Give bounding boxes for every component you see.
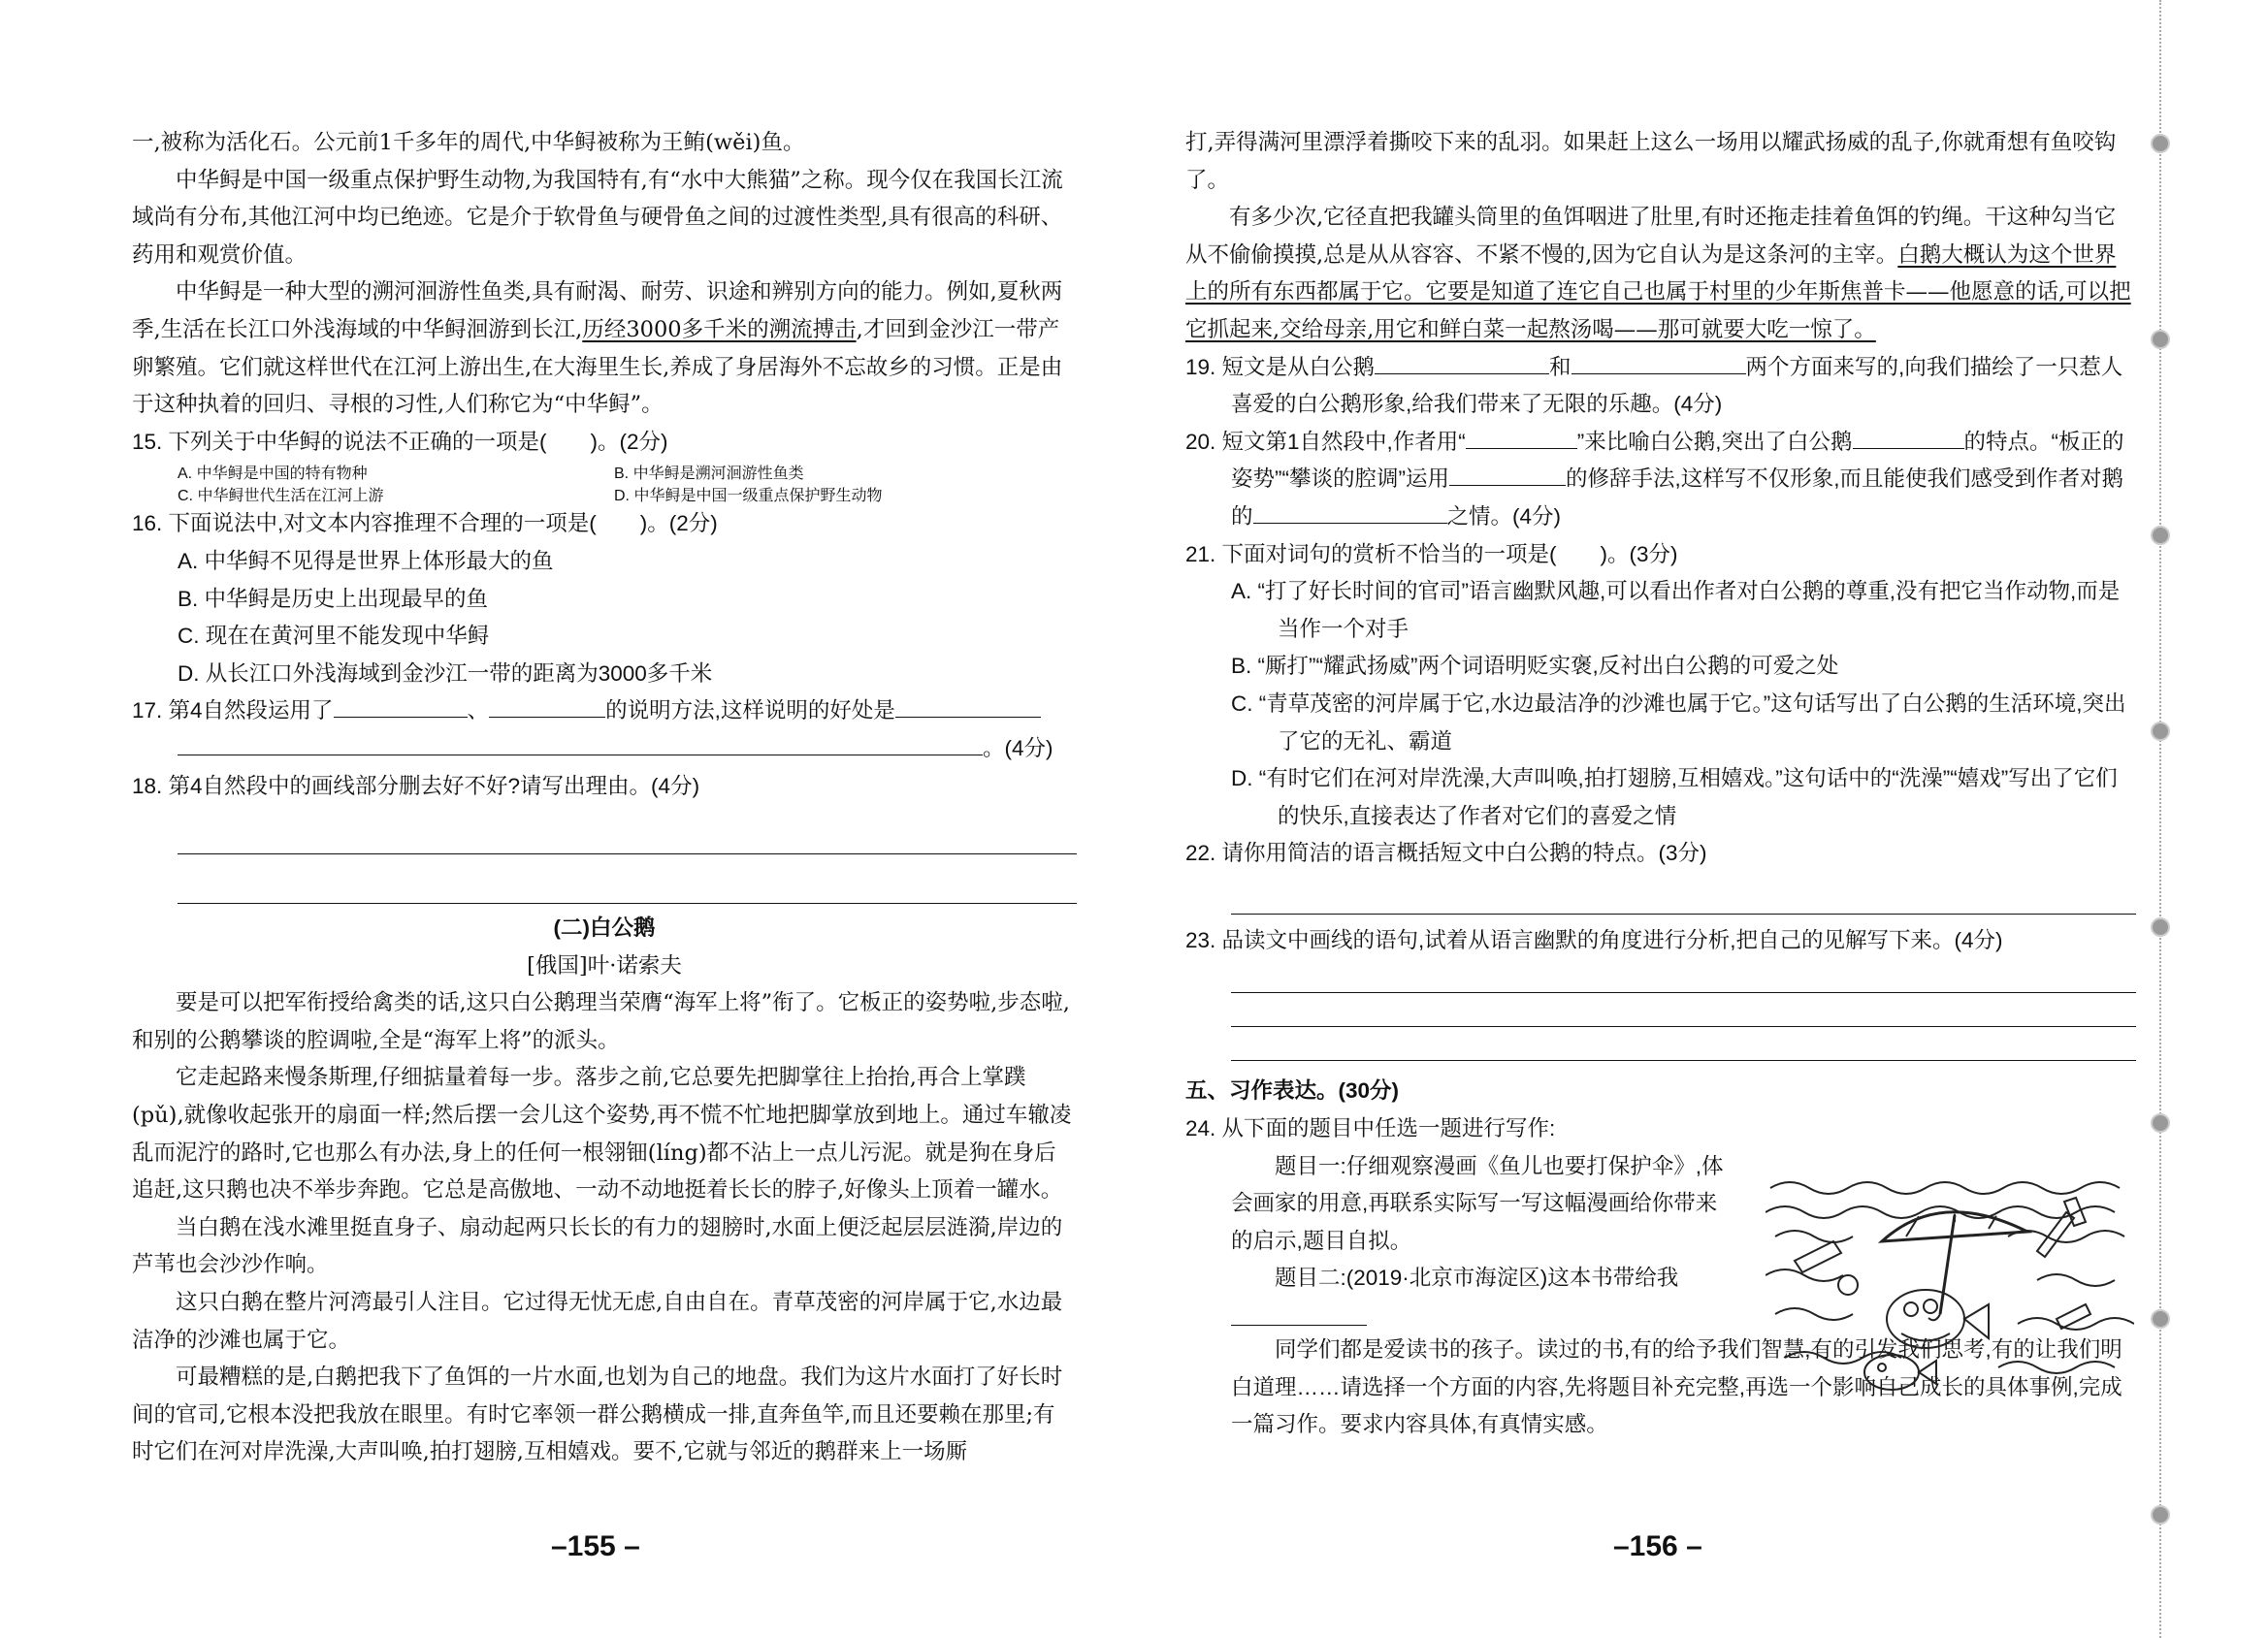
binding-edge <box>2159 0 2163 1638</box>
paragraph: 当白鹅在浅水滩里挺直身子、扇动起两只长长的有力的翅膀时,水面上便泛起层层涟漪,岸边的芦苇也会沙沙作响。 <box>132 1214 1063 1278</box>
text: 有多少次,它径直把我罐头筒里的鱼饵咽进了肚里,有时还拖走挂着鱼饵的钓绳。干这种勾当它从不偷偷摸摸,总是从从容容、不紧不慢的,因为它自认为是这条河的主宰。 <box>1185 205 2117 268</box>
section-heading: 五、习作表达。(30分) <box>1185 1078 1400 1104</box>
binding-hole <box>2151 1113 2170 1133</box>
text: 中华鲟是一种大型的溯河洄游性鱼类,具有耐渴、耐劳、识途和辨别方向的能力。例如,夏秋两季,生活在长江口外浅海域的中华鲟洄游到长江, <box>132 279 1063 342</box>
text: ,才回到金沙江一带产卵繁殖。它们就这样世代在江河上游出生,在大海里生长,养成了身居海外不忘故乡的习惯。正是由于这种执着的回归、寻根的习性,人们称它为“中华鲟”。 <box>132 316 1063 418</box>
paragraph: 中华鲟是中国一级重点保护野生动物,为我国特有,有“水中大熊猫”之称。现今仅在我国长江流域尚有分布,其他江河中均已绝迹。它是介于软骨鱼与硬骨鱼之间的过渡性类型,具有很高的科研、药用和观赏价值。 <box>132 167 1063 268</box>
paragraph: 要是可以把军衔授给禽类的话,这只白公鹅理当荣膺“海军上将”衔了。它板正的姿势啦,步态啦,和别的公鹅攀谈的腔调啦,全是“海军上将”的派头。 <box>132 990 1070 1053</box>
text: 的说明方法,这样说明的好处是 <box>605 698 895 723</box>
option-b: B. “厮打”“耀武扬威”两个词语明贬实褒,反衬出白公鹅的可爱之处 <box>1231 654 1839 679</box>
answer-line[interactable] <box>178 805 1077 854</box>
text: 同学们都是爱读书的孩子。读过的书,有的给予我们智慧,有的引发我们思考,有的让我们明白道理……请选择一个方面的内容,先将题目补充完整,再选一个影响自己成长的具体事例,完成一篇习作。要求内容具体,有真情实感。 <box>1231 1337 2122 1437</box>
answer-blank[interactable] <box>1253 498 1447 524</box>
question-21: 21. 下面对词句的赏析不恰当的一项是( )。(3分) <box>1185 541 1678 566</box>
binding-hole <box>2151 1505 2170 1525</box>
question-23: 23. 品读文中画线的语句,试着从语言幽默的角度进行分析,把自己的见解写下来。(4分) <box>1185 927 2003 952</box>
paragraph: 可最糟糕的是,白鹅把我下了鱼饵的一片水面,也划为自己的地盘。我们为这片水面打了好长时间的官司,它根本没把我放在眼里。有时它率领一群公鹅横成一排,直奔鱼竿,而且还要赖在那里;有时它们在河对岸洗澡,大声叫唤,拍打翅膀,互相嬉戏。要不,它就与邻近的鹅群来上一场厮 <box>132 1365 1063 1465</box>
option-c: C. “青草茂密的河岸属于它,水边最洁净的沙滩也属于它。”这句话写出了白公鹅的生活环境,突出了它的无礼、霸道 <box>1231 691 2126 754</box>
paragraph: 这只白鹅在整片河湾最引人注目。它过得无忧无虑,自由自在。青草茂密的河岸属于它,水边最洁净的沙滩也属于它。 <box>132 1290 1063 1353</box>
binding-hole <box>2151 1309 2170 1329</box>
binding-hole <box>2151 330 2170 349</box>
title-blank[interactable] <box>1231 1298 1367 1326</box>
cartoon-illustration <box>1766 1169 2134 1401</box>
answer-blank[interactable] <box>1571 349 1746 374</box>
option-a: A. “打了好长时间的官司”语言幽默风趣,可以看出作者对白公鹅的尊重,没有把它当作动物,而是当作一个对手 <box>1231 579 2121 641</box>
question-22: 22. 请你用简洁的语言概括短文中白公鹅的特点。(3分) <box>1185 841 1707 866</box>
binding-hole <box>2151 526 2170 545</box>
option-b: B. 中华鲟是溯河洄游性鱼类 <box>614 466 804 483</box>
binding-hole <box>2151 917 2170 937</box>
page-number: –156 – <box>1613 1530 1702 1562</box>
page-number: –155 – <box>551 1530 640 1562</box>
question-19 <box>1185 349 2136 424</box>
answer-line[interactable] <box>178 854 1077 904</box>
option-c: C. 现在在黄河里不能发现中华鲟 <box>178 624 490 649</box>
text: 、 <box>467 698 490 723</box>
writing-prompts <box>1231 1148 1726 1326</box>
option-c: C. 中华鲟世代生活在江河上游 <box>178 488 384 505</box>
answer-blank[interactable] <box>1375 349 1549 374</box>
answer-blank[interactable] <box>489 692 605 718</box>
options-row <box>132 483 1077 505</box>
answer-line[interactable] <box>1231 993 2136 1027</box>
answer-blank[interactable] <box>1449 461 1566 486</box>
text: 和 <box>1549 354 1571 379</box>
left-page <box>132 124 1077 1471</box>
paragraph <box>132 273 1077 423</box>
option-d: D. 从长江口外浅海域到金沙江一带的距离为3000多千米 <box>178 660 713 686</box>
paragraph: 一,被称为活化石。公元前1千多年的周代,中华鲟被称为王鲔(wěi)鱼。 <box>132 130 805 155</box>
paragraph: 它走起路来慢条斯理,仔细掂量着每一步。落步之前,它总要先把脚掌往上抬抬,再合上掌蹼(pǔ),就像收起张开的扇面一样;然后摆一会儿这个姿势,再不慌不忙地把脚掌放到地上。通过车辙凌乱而泥泞的路时,它也那么有办法,身上的任何一根翎钿(líng)都不沾上一点儿污泥。就是狗在身后追赶,这只鹅也决不举步奔跑。它总是高傲地、一动不动地挺着长长的脖子,好像头上顶着一罐水。 <box>132 1065 1072 1204</box>
question-17-continued <box>132 730 1077 768</box>
question-20 <box>1185 424 2136 536</box>
answer-blank[interactable] <box>1853 424 1964 449</box>
text: 17. 第4自然段运用了 <box>132 698 334 723</box>
article-author: [俄国]叶·诺索夫 <box>527 952 682 979</box>
question-18: 18. 第4自然段中的画线部分删去好不好?请写出理由。(4分) <box>132 773 700 798</box>
text: 两个方面来写的,向我们描绘了一只惹人喜爱的白公鹅形象,给我们带来了无限的乐趣。(4分) <box>1231 354 2123 417</box>
options-row <box>132 461 1077 483</box>
text: ”来比喻白公鹅,突出了白公鹅 <box>1576 429 1853 454</box>
answer-line[interactable] <box>1231 873 2136 915</box>
text: 的特点。“板正的姿势”“攀谈的腔调”运用 <box>1231 429 2124 492</box>
text: 19. 短文是从白公鹅 <box>1185 354 1376 379</box>
paragraph <box>1185 199 2136 348</box>
binding-hole <box>2151 134 2170 153</box>
underlined-text: 白鹅大概认为这个世界上的所有东西都属于它。它要是知道了连它自己也属于村里的少年斯焦普卡——他愿意的话,可以把它抓起来,交给母亲,用它和鲜白菜一起熬汤喝——那可就要大吃一惊了。 <box>1185 241 2131 342</box>
question-16: 16. 下面说法中,对文本内容推理不合理的一项是( )。(2分) <box>132 511 718 536</box>
article-title: (二)白公鹅 <box>553 915 656 941</box>
answer-blank[interactable] <box>895 692 1041 718</box>
text: 的修辞手法,这样写不仅形象,而且能使我们感受到作者对鹅的 <box>1231 466 2123 529</box>
question-24: 24. 从下面的题目中任选一题进行写作: <box>1185 1116 1556 1141</box>
prompt-2: 题目二:(2019·北京市海淀区)这本书带给我 <box>1275 1266 1679 1291</box>
underlined-text: 历经3000多千米的溯流搏击 <box>582 316 857 342</box>
option-a: A. 中华鲟是中国的特有物种 <box>178 466 368 483</box>
answer-line[interactable] <box>1231 1027 2136 1061</box>
option-d: D. 中华鲟是中国一级重点保护野生动物 <box>614 488 883 505</box>
binding-hole <box>2151 722 2170 741</box>
option-b: B. 中华鲟是历史上出现最早的鱼 <box>178 586 489 611</box>
option-d: D. “有时它们在河对岸洗澡,大声叫唤,拍打翅膀,互相嬉戏。”这句话中的“洗澡”“嬉戏”写出了它们的快乐,直接表达了作者对它们的喜爱之情 <box>1231 766 2118 828</box>
text: 。(4分) <box>983 735 1053 760</box>
answer-blank[interactable] <box>334 692 468 718</box>
prompt-1: 题目一:仔细观察漫画《鱼儿也要打保护伞》,体会画家的用意,再联系实际写一写这幅漫画给你带来的启示,题目自拟。 <box>1231 1153 1724 1253</box>
question-17 <box>132 692 1077 730</box>
text: 20. 短文第1自然段中,作者用“ <box>1185 429 1466 454</box>
answer-line[interactable] <box>1231 959 2136 993</box>
text: 之情。(4分) <box>1446 503 1562 529</box>
question-15: 15. 下列关于中华鲟的说法不正确的一项是( )。(2分) <box>132 429 668 454</box>
answer-blank[interactable] <box>178 730 983 755</box>
answer-blank[interactable] <box>1466 424 1577 449</box>
paragraph: 打,弄得满河里漂浮着撕咬下来的乱羽。如果赶上这么一场用以耀武扬威的乱子,你就甭想有鱼咬钩了。 <box>1185 130 2117 193</box>
option-a: A. 中华鲟不见得是世界上体形最大的鱼 <box>178 548 554 573</box>
